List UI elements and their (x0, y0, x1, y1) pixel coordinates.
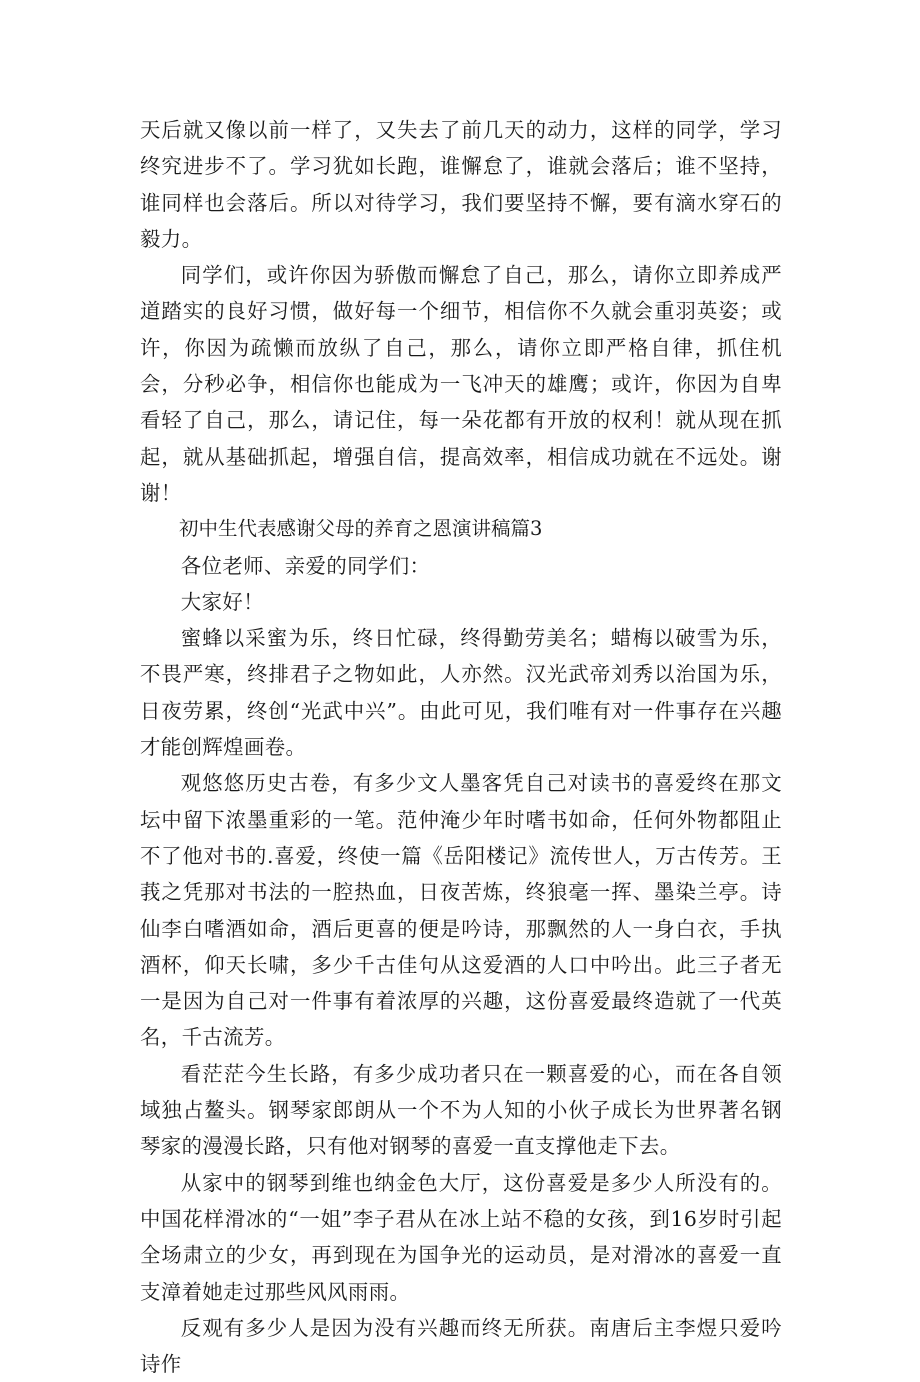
paragraph-continuation: 天后就又像以前一样了，又失去了前几天的动力，这样的同学，学习终究进步不了。学习犹如长跑，谁懈怠了，谁就会落后；谁不坚持，谁同样也会落后。所以对待学习，我们要坚持不懈，要有滴水穿石的毅力。 (140, 118, 782, 251)
section-heading: 初中生代表感谢父母的养育之恩演讲稿篇3 (179, 517, 543, 541)
paragraph-langlang: 看茫茫今生长路，有多少成功者只在一颗喜爱的心，而在各自领域独占鳌头。钢琴家郎朗从一个不为人知的小伙子成长为世界著名钢琴家的漫漫长路，只有他对钢琴的喜爱一直支撑他走下去。 (140, 1061, 782, 1159)
paragraph-history: 观悠悠历史古卷，有多少文人墨客凭自己对读书的喜爱终在那文坛中留下浓墨重彩的一笔。范仲淹少年时嗜书如命，任何外物都阻止不了他对书的.喜爱，终使一篇《岳阳楼记》流传世人，万古传芳。王莪之凭那对书法的一腔热血，日夜苦炼，终狼毫一挥、墨染兰亭。诗仙李白嗜酒如命，酒后更喜的便是吟诗，那飘然的人一身白衣，手执酒杯，仰天长啸，多少千古佳句从这爱酒的人口中吟出。此三子者无一是因为自己对一件事有着浓厚的兴趣，这份喜爱最终造就了一代英名，千古流芳。 (140, 771, 782, 1050)
greeting: 大家好！ (180, 589, 264, 614)
paragraph-bees: 蜜蜂以采蜜为乐，终日忙碌，终得勤劳美名；蜡梅以破雪为乐，不畏严寒，终排君子之物如此，人亦然。汉光武帝刘秀以治国为乐，日夜劳累，终创“光武中兴”。由此可见，我们唯有对一件事存在兴趣才能创辉煌画卷。 (140, 626, 782, 760)
document-page (140, 112, 782, 1382)
paragraph-skating: 从家中的钢琴到维也纳金色大厅，这份喜爱是多少人所没有的。中国花样滑冰的“一姐”李子君从在冰上站不稳的女孩，到16岁时引起全场肃立的少女，再到现在为国争光的运动员，是对滑冰的喜爱一直支漳着她走过那些风风雨雨。 (140, 1170, 782, 1304)
paragraph-encouragement: 同学们，或许你因为骄傲而懈怠了自己，那么，请你立即养成严道踏实的良好习惯，做好每一个细节，相信你不久就会重羽英姿；或许，你因为疏懒而放纵了自己，那么，请你立即严格自律，抓住机会，分秒必争，相信你也能成为一飞冲天的雄鹰；或许，你因为自卑看轻了自己，那么，请记住，每一朵花都有开放的权利！就从现在抓起，就从基础抓起，增强自信，提高效率，相信成功就在不远处。谢谢！ (140, 263, 782, 505)
salutation: 各位老师、亲爱的同学们： (180, 553, 431, 578)
paragraph-contrast: 反观有多少人是因为没有兴趣而终无所获。南唐后主李煜只爱吟诗作 (140, 1315, 782, 1377)
